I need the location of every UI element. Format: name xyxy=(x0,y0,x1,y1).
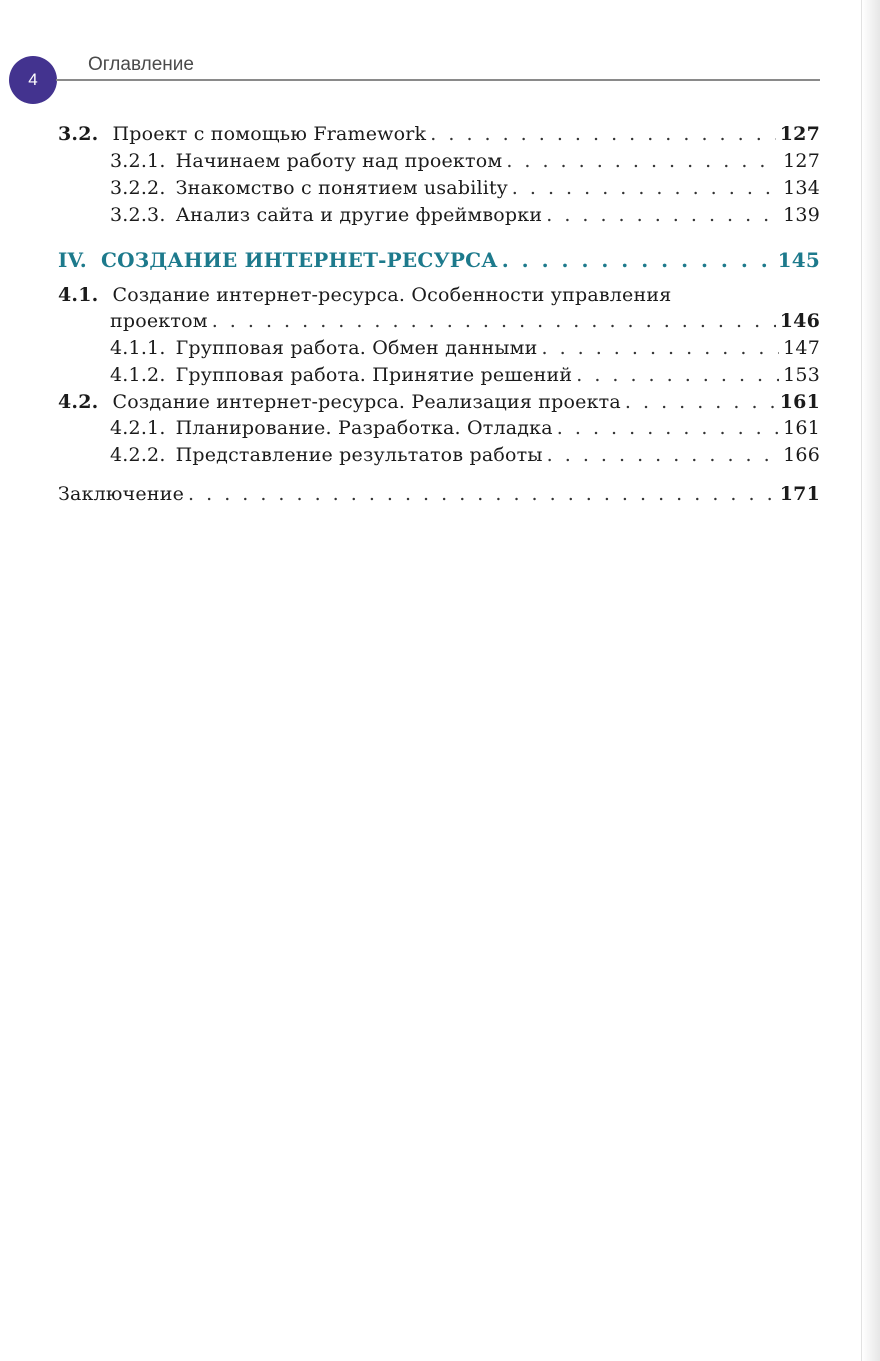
toc-leader-dots xyxy=(506,147,779,175)
page-number-badge xyxy=(9,56,57,104)
toc-entry-title: Планирование. Разработка. Отладка xyxy=(175,417,553,439)
toc-part-page: 145 xyxy=(777,248,820,272)
toc-entry-title: Анализ сайта и другие фреймворки xyxy=(175,204,543,226)
page-edge-shadow xyxy=(861,0,880,1361)
toc-entry-3-2[interactable] xyxy=(58,120,820,148)
toc-entry-page: 166 xyxy=(783,444,820,466)
toc-entry-page: 134 xyxy=(783,177,820,199)
toc-leader-dots xyxy=(502,246,774,274)
toc-entry-number: 4.1. xyxy=(58,284,99,306)
toc-entry-title: Представление результатов работы xyxy=(175,444,543,466)
toc-entry-page: 171 xyxy=(779,483,820,505)
toc-entry-3-2-3[interactable] xyxy=(110,201,820,229)
toc-leader-dots xyxy=(557,414,779,442)
toc-entry-title: Создание интернет-ресурса. Реализация проекта xyxy=(112,391,621,413)
page-header xyxy=(0,0,880,120)
toc-entry-number: 4.2. xyxy=(58,391,99,413)
toc-entry-3-2-2[interactable] xyxy=(110,174,820,202)
toc-entry-number: 3.2.3. xyxy=(110,204,166,226)
toc-leader-dots xyxy=(212,307,776,335)
toc-entry-title: Создание интернет-ресурса. Особенности управления xyxy=(112,284,672,306)
toc-part-title: СОЗДАНИЕ ИНТЕРНЕТ-РЕСУРСА xyxy=(100,248,498,272)
toc-leader-dots xyxy=(541,334,779,362)
toc-entry-4-1-2[interactable] xyxy=(110,361,820,389)
toc-entry-number: 3.2.1. xyxy=(110,150,166,172)
running-title: Оглавление xyxy=(88,54,194,75)
toc-leader-dots xyxy=(625,388,776,416)
toc-entry-title: Групповая работа. Принятие решений xyxy=(175,364,573,386)
toc-entry-4-2-2[interactable] xyxy=(110,441,820,469)
toc-entry-title: Начинаем работу над проектом xyxy=(175,150,503,172)
toc-entry-number: 3.2.2. xyxy=(110,177,166,199)
toc-entry-4-1-line1[interactable] xyxy=(58,281,820,309)
toc-entry-page: 146 xyxy=(779,310,820,332)
toc-entry-number: 4.1.2. xyxy=(110,364,166,386)
toc-entry-4-2-1[interactable] xyxy=(110,414,820,442)
toc-entry-page: 127 xyxy=(779,123,820,145)
toc-entry-title-continued: проектом xyxy=(110,310,208,332)
toc-leader-dots xyxy=(512,174,779,202)
toc-entry-conclusion[interactable] xyxy=(58,480,820,508)
toc-entry-4-1-1[interactable] xyxy=(110,334,820,362)
toc-part-iv[interactable] xyxy=(58,246,820,274)
toc-entry-title: Знакомство с понятием usability xyxy=(175,177,508,199)
toc-leader-dots xyxy=(547,441,779,469)
toc-entry-number: 4.1.1. xyxy=(110,337,166,359)
toc-entry-page: 153 xyxy=(783,364,820,386)
toc-entry-4-1-line2[interactable] xyxy=(110,307,820,335)
toc-entry-number: 3.2. xyxy=(58,123,99,145)
toc-entry-3-2-1[interactable] xyxy=(110,147,820,175)
toc-entry-page: 139 xyxy=(783,204,820,226)
toc-entry-title: Проект с помощью Framework xyxy=(112,123,427,145)
toc-entry-number: 4.2.1. xyxy=(110,417,166,439)
toc-entry-title: Групповая работа. Обмен данными xyxy=(175,337,538,359)
toc-entry-page: 161 xyxy=(783,417,820,439)
toc-entry-number: 4.2.2. xyxy=(110,444,166,466)
page-number: 4 xyxy=(28,70,38,89)
toc-leader-dots xyxy=(430,120,775,148)
toc-entry-4-2[interactable] xyxy=(58,388,820,416)
toc-entry-title: Заключение xyxy=(58,483,185,505)
toc-part-number: IV. xyxy=(58,248,87,272)
header-divider xyxy=(56,79,820,81)
toc-leader-dots xyxy=(576,361,779,389)
toc-leader-dots xyxy=(188,480,776,508)
toc-leader-dots xyxy=(546,201,779,229)
toc-entry-page: 147 xyxy=(783,337,820,359)
toc-entry-page: 161 xyxy=(779,391,820,413)
toc-entry-page: 127 xyxy=(783,150,820,172)
